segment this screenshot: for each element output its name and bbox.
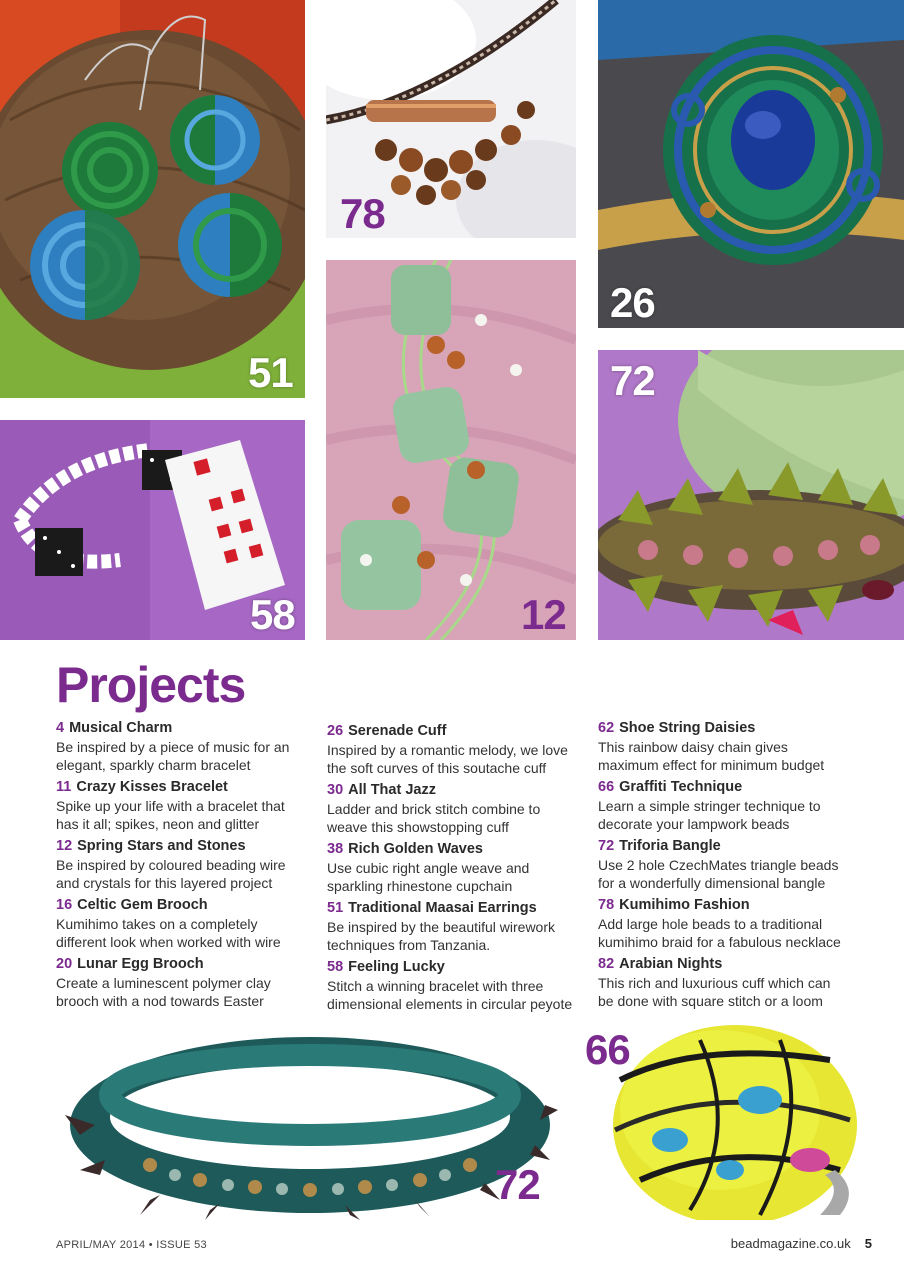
project-entry[interactable] <box>598 955 858 1010</box>
project-desc-line: maximum effect for minimum budget <box>598 757 825 773</box>
project-page: 4 <box>56 720 65 736</box>
project-desc-line: different look when worked with wire <box>56 934 281 950</box>
photo-page-number: 26 <box>610 279 655 326</box>
project-title: Graffiti Technique <box>619 779 743 795</box>
project-page: 11 <box>56 779 72 795</box>
project-desc-line: Add large hole beads to a traditional <box>598 916 823 932</box>
project-desc-line: Stitch a winning bracelet with three <box>327 978 544 994</box>
photo-page-number: 72 <box>610 357 655 404</box>
footer-right <box>731 1236 872 1251</box>
project-desc-line: the soft curves of this soutache cuff <box>327 760 547 776</box>
project-title: All That Jazz <box>348 782 436 798</box>
photo-page-number: 51 <box>248 349 293 396</box>
project-entry[interactable] <box>327 899 587 954</box>
project-desc-line: Be inspired by the beautiful wirework <box>327 919 556 935</box>
project-desc-line: brooch with a nod towards Easter <box>56 993 264 1009</box>
project-page: 82 <box>598 956 615 972</box>
project-desc-line: Spike up your life with a bracelet that <box>56 798 285 814</box>
project-entry[interactable] <box>56 955 316 1010</box>
photo-teal-bangle <box>60 1025 560 1220</box>
project-entry[interactable] <box>598 896 858 951</box>
photo-soutache-cuff <box>598 0 904 328</box>
photo-page-number: 66 <box>585 1026 630 1073</box>
photo-maasai-earrings <box>0 0 305 398</box>
project-desc-line: be done with square stitch or a loom <box>598 993 823 1009</box>
project-title: Arabian Nights <box>619 956 723 972</box>
project-title: Crazy Kisses Bracelet <box>76 779 228 795</box>
project-desc-line: This rich and luxurious cuff which can <box>598 975 831 991</box>
project-entry[interactable] <box>327 781 587 836</box>
project-entry[interactable] <box>327 840 587 895</box>
photo-lampwork-bead <box>580 1020 904 1220</box>
project-entry[interactable] <box>56 719 316 774</box>
photo-page-number: 72 <box>495 1161 540 1208</box>
photo-triforia-bangle <box>598 350 904 640</box>
project-page: 30 <box>327 782 344 798</box>
project-desc-line: Use 2 hole CzechMates triangle beads <box>598 857 839 873</box>
projects-column-2 <box>327 722 587 1017</box>
project-desc-line: weave this showstopping cuff <box>327 819 509 835</box>
project-desc-line: dimensional elements in circular peyote <box>327 996 573 1012</box>
project-entry[interactable] <box>327 722 587 777</box>
website-link[interactable]: beadmagazine.co.uk <box>730 1236 851 1251</box>
project-page: 38 <box>327 841 344 857</box>
project-desc-line: Ladder and brick stitch combine to <box>327 801 541 817</box>
project-desc-line: This rainbow daisy chain gives <box>598 739 788 755</box>
project-page: 62 <box>598 720 615 736</box>
photo-kumihimo-necklace <box>326 0 576 238</box>
project-entry[interactable] <box>56 896 316 951</box>
project-page: 58 <box>327 959 344 975</box>
project-page: 72 <box>598 838 615 854</box>
projects-column-1 <box>56 719 316 1014</box>
project-entry[interactable] <box>327 958 587 1013</box>
issue-info: APRIL/MAY 2014 • ISSUE 53 <box>56 1239 207 1251</box>
earrings-illustration <box>0 0 305 398</box>
photo-jade-wire <box>326 260 576 640</box>
page-title: Projects <box>56 657 246 713</box>
project-desc-line: sparkling rhinestone cupchain <box>327 878 513 894</box>
page-number: 5 <box>864 1236 872 1251</box>
project-entry[interactable] <box>56 778 316 833</box>
project-title: Musical Charm <box>69 720 173 736</box>
project-desc-line: for a wonderfully dimensional bangle <box>598 875 826 891</box>
projects-column-3 <box>598 719 858 1014</box>
project-page: 20 <box>56 956 73 972</box>
project-desc-line: Be inspired by coloured beading wire <box>56 857 286 873</box>
project-page: 16 <box>56 897 73 913</box>
project-entry[interactable] <box>598 778 858 833</box>
project-desc-line: elegant, sparkly charm bracelet <box>56 757 251 773</box>
project-desc-line: Inspired by a romantic melody, we love <box>327 742 568 758</box>
project-desc-line: and crystals for this layered project <box>56 875 273 891</box>
project-desc-line: Be inspired by a piece of music for an <box>56 739 290 755</box>
project-title: Serenade Cuff <box>348 723 447 739</box>
teal-bangle-illustration <box>60 1025 560 1220</box>
project-title: Feeling Lucky <box>348 959 445 975</box>
photo-card-bracelet <box>0 420 305 640</box>
project-entry[interactable] <box>598 837 858 892</box>
photo-page-number: 78 <box>340 190 385 237</box>
project-page: 12 <box>56 838 73 854</box>
project-desc-line: Kumihimo takes on a completely <box>56 916 258 932</box>
project-entry[interactable] <box>598 719 858 774</box>
project-title: Lunar Egg Brooch <box>77 956 204 972</box>
project-title: Triforia Bangle <box>619 838 721 854</box>
jade-illustration <box>326 260 576 640</box>
project-desc-line: Use cubic right angle weave and <box>327 860 530 876</box>
project-page: 66 <box>598 779 615 795</box>
photo-page-number: 12 <box>521 591 566 638</box>
project-desc-line: decorate your lampwork beads <box>598 816 790 832</box>
photo-page-number: 58 <box>250 591 295 638</box>
project-title: Kumihimo Fashion <box>619 897 750 913</box>
project-entry[interactable] <box>56 837 316 892</box>
project-page: 26 <box>327 723 344 739</box>
project-desc-line: Create a luminescent polymer clay <box>56 975 271 991</box>
project-title: Rich Golden Waves <box>348 841 483 857</box>
project-title: Shoe String Daisies <box>619 720 756 736</box>
project-page: 78 <box>598 897 615 913</box>
project-desc-line: kumihimo braid for a fabulous necklace <box>598 934 841 950</box>
project-desc-line: has it all; spikes, neon and glitter <box>56 816 260 832</box>
project-desc-line: techniques from Tanzania. <box>327 937 491 953</box>
project-title: Traditional Maasai Earrings <box>348 900 537 916</box>
project-page: 51 <box>327 900 344 916</box>
project-desc-line: Learn a simple stringer technique to <box>598 798 821 814</box>
project-title: Spring Stars and Stones <box>77 838 246 854</box>
project-title: Celtic Gem Brooch <box>77 897 208 913</box>
